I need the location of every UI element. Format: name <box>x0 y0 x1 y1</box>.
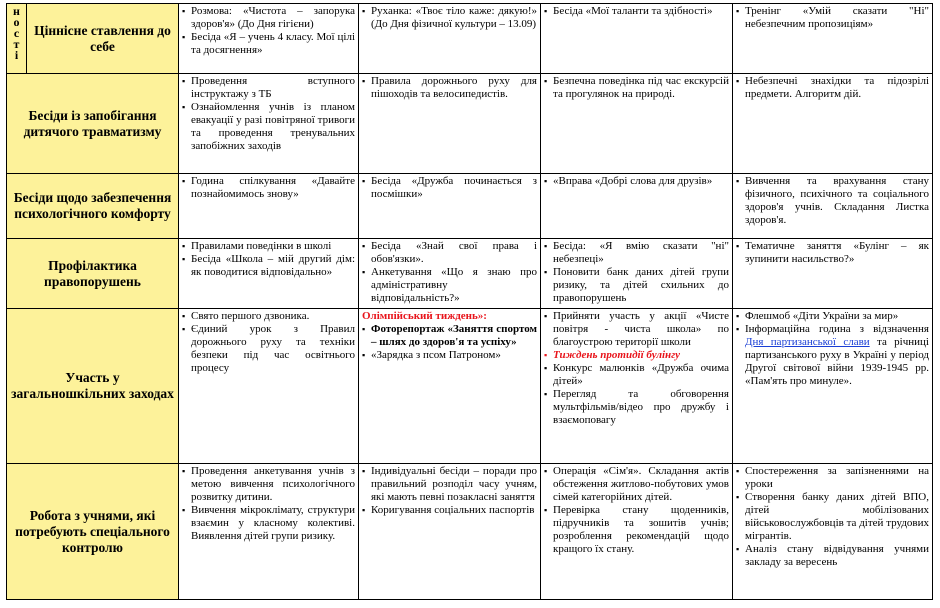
list-item: ▪ Проведення анкетування учнів з метою вивчення психологічного розвитку дитини. <box>182 465 355 504</box>
table-cell <box>541 174 733 239</box>
table-row <box>7 74 933 174</box>
list-item: ▪ Операція «Сім'я». Складання актів обстеження житлово-побутових умов сімей категорійних дітей. <box>544 465 729 504</box>
stub-letter: н <box>13 4 20 18</box>
list-item: ▪ Година спілкування «Давайте познайомимось знову» <box>182 175 355 201</box>
event-title: Олімпійський тиждень»: <box>362 310 487 322</box>
list-item: ▪ Коригування соціальних паспортів <box>362 504 537 517</box>
list-item: ▪ Поновити банк даних дітей групи ризику, та дітей схильних до правопорушень <box>544 266 729 305</box>
list-item <box>736 323 929 388</box>
partisan-day-link[interactable]: Дня партизанської слави <box>745 336 870 348</box>
table-cell <box>541 74 733 174</box>
list-item: ▪ Бесіда «Я – учень 4 класу. Мої цілі та досягнення» <box>182 31 355 57</box>
plan-table <box>6 3 933 600</box>
row-header: Ціннісне ставлення до себе <box>27 4 179 74</box>
stub-letter: і <box>14 48 19 62</box>
row-stub <box>7 4 27 74</box>
list-item: ▪ Розмова: «Чистота – запорука здоров'я» (До Дня гігієни) <box>182 5 355 31</box>
list-item: ▪ Вивчення та врахування стану фізичного, психічного та соціального здоров'я учнів. Складання Листка здоров'я. <box>736 175 929 227</box>
list-item: ▪ Спостереження за запізненнями на уроки <box>736 465 929 491</box>
table-cell <box>733 239 933 309</box>
table-cell <box>179 4 359 74</box>
list-item: ▪ Конкурс малюнків «Дружба очима дітей» <box>544 362 729 388</box>
table-cell <box>541 309 733 464</box>
table-cell <box>359 4 541 74</box>
item-text: Інформаційна година з відзначення <box>745 323 929 335</box>
list-item: ▪ Правила дорожнього руху для пішоходів та велосипедистів. <box>362 75 537 101</box>
table-cell <box>179 239 359 309</box>
row-header: Бесіди із запобігання дитячого травматизму <box>7 74 179 174</box>
table-cell <box>359 309 541 464</box>
table-row <box>7 239 933 309</box>
stub-letter: о <box>13 15 20 29</box>
list-item: ▪ Фоторепортаж «Заняття спортом – шлях до здоров'я та успіху» <box>362 323 537 349</box>
table-cell <box>179 464 359 600</box>
list-item: ▪ Прийняти участь у акції «Чисте повітря - чиста школа» по благоустрою території школи <box>544 310 729 349</box>
table-cell <box>733 74 933 174</box>
row-header: Профілактика правопорушень <box>7 239 179 309</box>
list-item: ▪ Тренінг «Умій сказати "Ні" небезпечним пропозиціям» <box>736 5 929 31</box>
table-cell <box>359 174 541 239</box>
table-cell <box>359 74 541 174</box>
table-cell <box>179 309 359 464</box>
list-item: ▪ Ознайомлення учнів із планом евакуації у разі повітряної тривоги та проведення тренувальних запобіжних заходів <box>182 101 355 153</box>
list-item: ▪ Небезпечні знахідки та підозрілі предмети. Алгоритм дій. <box>736 75 929 101</box>
list-item: ▪ Проведення вступного інструктажу з ТБ <box>182 75 355 101</box>
list-item: ▪ Свято першого дзвоника. <box>182 310 355 323</box>
list-item: ▪ Єдиний урок з Правил дорожнього руху та техніки безпеки під час освітнього процесу <box>182 323 355 375</box>
list-item: ▪ Правилами поведінки в школі <box>182 240 355 253</box>
list-item: ▪ «Зарядка з псом Патроном» <box>362 349 537 362</box>
table-cell <box>733 174 933 239</box>
list-item: ▪ Бесіда «Дружба починається з посмішки» <box>362 175 537 201</box>
table-row <box>7 4 933 74</box>
list-item: ▪ Створення банку даних дітей ВПО, дітей мобілізованих військовослужбовців та дітей трудових мігрантів. <box>736 491 929 543</box>
list-item: ▪ Вивчення мікроклімату, структури взаємин у класному колективі. Виявлення дітей групи ризику. <box>182 504 355 543</box>
row-header: Робота з учнями, які потребують спеціального контролю <box>7 464 179 600</box>
list-item: ▪ Анкетування «Що я знаю про адміністративну відповідальність?» <box>362 266 537 305</box>
table-cell <box>541 239 733 309</box>
list-item: ▪ Аналіз стану відвідування учнями закладу за вересень <box>736 543 929 569</box>
table-cell <box>733 309 933 464</box>
table-cell <box>179 74 359 174</box>
list-item: ▪ «Вправа «Добрі слова для друзів» <box>544 175 729 188</box>
table-row <box>7 174 933 239</box>
list-item: ▪ Безпечна поведінка під час екскурсій та прогулянок на природі. <box>544 75 729 101</box>
stub-letter: т <box>13 37 20 51</box>
table-cell <box>541 464 733 600</box>
item-text: та річниці партизанського руху в Україні у період Другої світової війни 1939-1945 рр. «Пам'ять про минуле». <box>745 336 929 387</box>
list-item: ▪ Бесіда «Мої таланти та здібності» <box>544 5 729 18</box>
list-item: ▪ Перегляд та обговорення мультфільмів/відео про дружбу і взаємоповагу <box>544 388 729 427</box>
row-header: Бесіди щодо забезпечення психологічного комфорту <box>7 174 179 239</box>
list-item: ▪ Тематичне заняття «Булінг – як зупинити насильство?» <box>736 240 929 266</box>
list-item: ▪ Перевірка стану щоденників, підручників та зошитів учнів; розроблення рекомендацій щодо кращого їх стану. <box>544 504 729 556</box>
list-item: ▪ Бесіда: «Я вмію сказати "ні" небезпеці» <box>544 240 729 266</box>
table-row <box>7 309 933 464</box>
table-cell <box>359 464 541 600</box>
list-item: ▪ Руханка: «Твоє тіло каже: дякую!» (До Дня фізичної культури – 13.09) <box>362 5 537 31</box>
table-cell <box>541 4 733 74</box>
table-row <box>7 464 933 600</box>
list-item: ▪ Бесіда «Знай свої права і обов'язки». <box>362 240 537 266</box>
list-item: ▪ Індивідуальні бесіди – поради про правильний розподіл часу учням, які мають певні позакласні заняття <box>362 465 537 504</box>
stub-letter: с <box>13 26 20 40</box>
table-cell <box>733 464 933 600</box>
event-title: ▪ Тиждень протидії булінгу <box>544 349 729 362</box>
row-header: Участь у загальношкільних заходах <box>7 309 179 464</box>
list-item: ▪ Флешмоб «Діти України за мир» <box>736 310 929 323</box>
table-cell <box>359 239 541 309</box>
table-cell <box>179 174 359 239</box>
list-item: ▪ Бесіда «Школа – мій другий дім: як поводитися відповідально» <box>182 253 355 279</box>
table-cell <box>733 4 933 74</box>
